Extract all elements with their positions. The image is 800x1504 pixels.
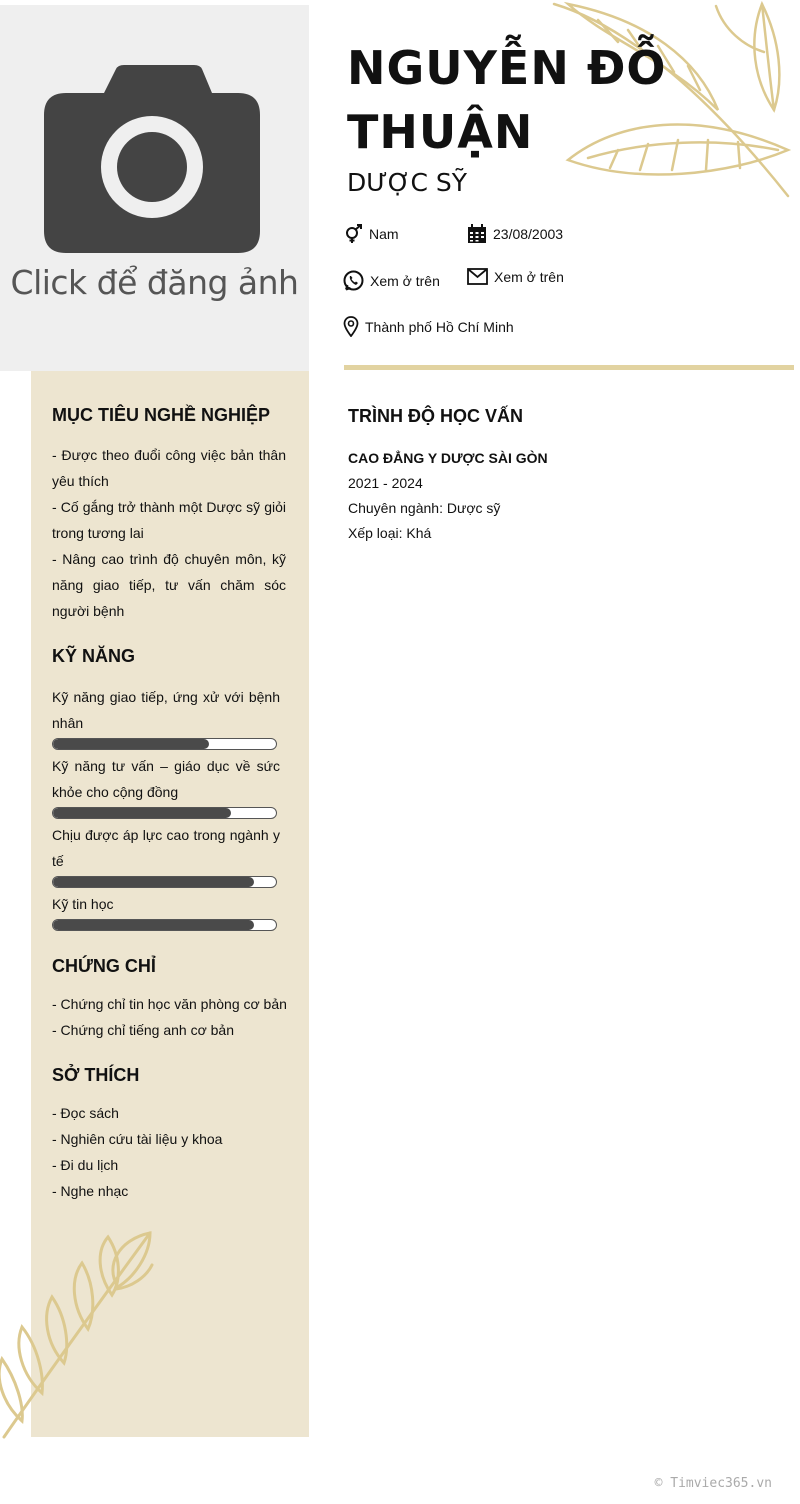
skill-bar xyxy=(52,919,277,931)
education-entry xyxy=(348,446,548,546)
phone-info xyxy=(343,270,440,291)
camera-icon xyxy=(42,63,262,255)
skill-bar xyxy=(52,807,277,819)
certificate-line: - Chứng chỉ tiếng anh cơ bản xyxy=(52,1022,234,1038)
email-value: Xem ở trên xyxy=(494,268,564,285)
phone-value: Xem ở trên xyxy=(370,272,440,289)
education-title: TRÌNH ĐỘ HỌC VẤN xyxy=(348,406,523,426)
objective-line: - Nâng cao trình độ chuyên môn, kỹ năng giao tiếp, tư vấn chăm sóc người bệnh xyxy=(52,551,286,619)
address-info xyxy=(343,316,514,337)
skill-label: Kỹ năng tư vấn – giáo dục về sức khỏe cho cộng đồng xyxy=(52,758,280,800)
mail-icon xyxy=(467,268,488,285)
certificates-list xyxy=(52,991,292,1043)
education-years: 2021 - 2024 xyxy=(348,475,423,491)
avatar-upload[interactable] xyxy=(0,5,309,371)
objective-line: - Được theo đuổi công việc bản thân yêu thích xyxy=(52,447,286,489)
birthday-value: 23/08/2003 xyxy=(493,226,564,242)
birthday-info xyxy=(467,224,563,244)
footer-watermark: © Timviec365.vn xyxy=(654,1476,772,1491)
calendar-icon xyxy=(467,224,487,244)
hobby-line: - Nghiên cứu tài liệu y khoa xyxy=(52,1131,223,1147)
candidate-name: NGUYỄN ĐỖ THUẬN xyxy=(347,41,667,159)
skill-bar-fill xyxy=(53,739,209,749)
objective-list xyxy=(52,442,286,624)
objective-line: - Cố gắng trở thành một Dược sỹ giỏi trong tương lai xyxy=(52,499,286,541)
objective-title: MỤC TIÊU NGHỀ NGHIỆP xyxy=(52,405,271,425)
hobby-line: - Đọc sách xyxy=(52,1105,119,1121)
gender-icon xyxy=(343,224,363,244)
skill-label: Kỹ năng giao tiếp, ứng xử với bệnh nhân xyxy=(52,689,280,731)
education-grade: Xếp loại: Khá xyxy=(348,525,432,541)
skills-title: KỸ NĂNG xyxy=(52,646,136,666)
location-icon xyxy=(343,316,359,337)
address-value: Thành phố Hồ Chí Minh xyxy=(365,318,514,335)
upload-photo-label: Click để đăng ảnh xyxy=(10,263,299,302)
phone-icon xyxy=(343,270,364,291)
skill-label: Chịu được áp lực cao trong ngành y tế xyxy=(52,827,280,869)
skill-bar-fill xyxy=(53,808,231,818)
job-title: DƯỢC SỸ xyxy=(347,168,468,197)
certificates-title: CHỨNG CHỈ xyxy=(52,956,156,976)
certificate-line: - Chứng chỉ tin học văn phòng cơ bản xyxy=(52,996,287,1012)
skill-bar xyxy=(52,876,277,888)
skills-list xyxy=(52,684,280,931)
email-info xyxy=(467,268,564,285)
header-divider xyxy=(344,365,794,370)
hobby-line: - Đi du lịch xyxy=(52,1157,119,1173)
leaf-decoration xyxy=(0,1225,160,1440)
hobbies-title: SỞ THÍCH xyxy=(52,1065,140,1085)
skill-bar-fill xyxy=(53,877,254,887)
hobby-line: - Nghe nhạc xyxy=(52,1183,129,1199)
skill-label: Kỹ tin học xyxy=(52,896,114,912)
skill-bar xyxy=(52,738,277,750)
skill-bar-fill xyxy=(53,920,254,930)
gender-value: Nam xyxy=(369,226,399,242)
education-major: Chuyên ngành: Dược sỹ xyxy=(348,500,501,516)
hobbies-list xyxy=(52,1100,286,1204)
gender-info xyxy=(343,224,399,244)
school-name: CAO ĐẲNG Y DƯỢC SÀI GÒN xyxy=(348,450,548,466)
